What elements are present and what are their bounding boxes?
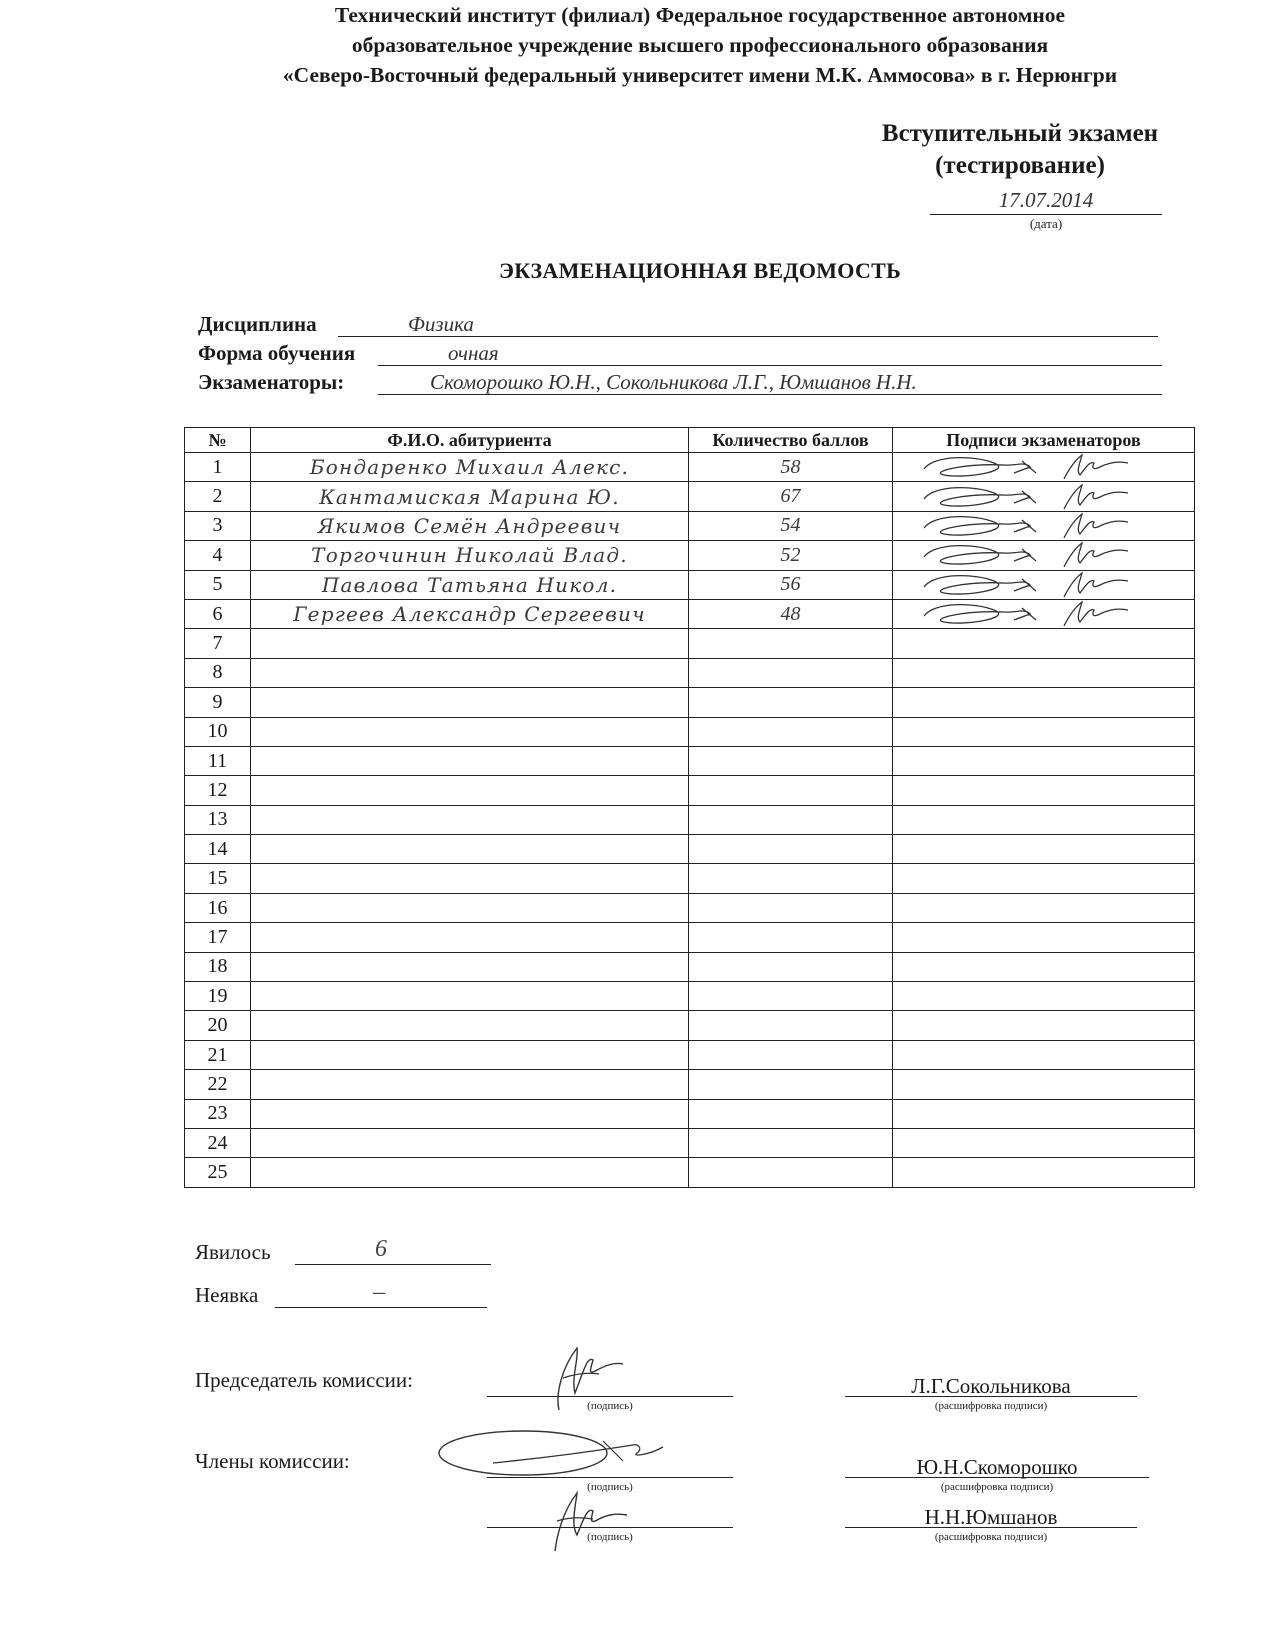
row-number: 9 <box>185 688 251 717</box>
examiner-signatures-cell <box>893 511 1195 540</box>
table-row <box>185 923 1195 952</box>
present-line <box>295 1264 491 1265</box>
table-row <box>185 482 1195 511</box>
table-body <box>185 453 1195 1188</box>
applicant-score <box>689 1070 893 1099</box>
row-number: 12 <box>185 776 251 805</box>
examiner-signatures-cell <box>893 1011 1195 1040</box>
examiner-signatures-cell <box>893 952 1195 981</box>
applicant-score: 56 <box>689 570 893 599</box>
row-number: 23 <box>185 1099 251 1128</box>
applicant-score <box>689 835 893 864</box>
chair-decode-caption: (расшифровка подписи) <box>934 1400 1048 1412</box>
examiner-signature-image <box>904 600 1184 628</box>
table-row <box>185 570 1195 599</box>
applicant-name: Кантамиская Марина Ю. <box>251 482 689 511</box>
examiner-signatures-cell <box>893 629 1195 658</box>
row-number: 16 <box>185 893 251 922</box>
header-line-1: Технический институт (филиал) Федеральное государственное автономное <box>334 3 1066 27</box>
chair-name: Л.Г.Сокольникова <box>911 1374 1071 1398</box>
row-number: 17 <box>185 923 251 952</box>
member1-signature-image <box>433 1423 673 1483</box>
header-line-3: «Северо-Восточный федеральный университет имени М.К. Аммосова» в г. Нерюнгри <box>282 63 1118 87</box>
applicant-name <box>251 982 689 1011</box>
applicant-score <box>689 1040 893 1069</box>
col-header-signatures: Подписи экзаменаторов <box>893 428 1195 453</box>
applicant-score <box>689 1128 893 1157</box>
applicant-name <box>251 746 689 775</box>
examiner-signatures-cell <box>893 982 1195 1011</box>
applicant-score <box>689 923 893 952</box>
chair-signature-image <box>525 1338 635 1414</box>
applicant-name <box>251 717 689 746</box>
applicant-score <box>689 1099 893 1128</box>
row-number: 5 <box>185 570 251 599</box>
row-number: 7 <box>185 629 251 658</box>
date-caption: (дата) <box>1029 216 1063 231</box>
present-label: Явилось <box>195 1240 271 1264</box>
applicant-score <box>689 952 893 981</box>
row-number: 18 <box>185 952 251 981</box>
applicant-score <box>689 717 893 746</box>
row-number: 21 <box>185 1040 251 1069</box>
applicant-name: Гергеев Александр Сергеевич <box>251 599 689 628</box>
exam-results-table <box>184 427 1195 1188</box>
table-row <box>185 746 1195 775</box>
exam-type-block <box>850 118 1190 231</box>
applicant-name <box>251 1011 689 1040</box>
applicant-name: Торгочинин Николай Влад. <box>251 541 689 570</box>
row-number: 25 <box>185 1158 251 1187</box>
table-row <box>185 599 1195 628</box>
discipline-value: Физика <box>408 312 474 336</box>
examiner-signatures-cell <box>893 776 1195 805</box>
table-header-row <box>185 428 1195 453</box>
table-row <box>185 688 1195 717</box>
table-row <box>185 629 1195 658</box>
table-row <box>185 1011 1195 1040</box>
applicant-name <box>251 1128 689 1157</box>
examiner-signatures-cell <box>893 893 1195 922</box>
member1-decode-caption: (расшифровка подписи) <box>940 1481 1054 1493</box>
study-form-field <box>198 341 1158 369</box>
examiner-signatures-cell <box>893 482 1195 511</box>
table-row <box>185 835 1195 864</box>
applicant-score: 54 <box>689 511 893 540</box>
table-row <box>185 1040 1195 1069</box>
examiner-signature-image <box>904 483 1184 511</box>
row-number: 24 <box>185 1128 251 1157</box>
applicant-name <box>251 1040 689 1069</box>
member2-sign-caption: (подпись) <box>587 1531 633 1543</box>
applicant-name: Якимов Семён Андреевич <box>251 511 689 540</box>
study-form-label: Форма обучения <box>198 341 356 365</box>
examiner-signatures-cell <box>893 688 1195 717</box>
absent-tally <box>195 1279 495 1313</box>
institution-header <box>200 0 1200 90</box>
row-number: 1 <box>185 453 251 482</box>
exam-title: Вступительный экзамен <box>881 120 1159 147</box>
applicant-name <box>251 1099 689 1128</box>
table-row <box>185 1128 1195 1157</box>
applicant-score: 67 <box>689 482 893 511</box>
row-number: 11 <box>185 746 251 775</box>
member2-decode-caption: (расшифровка подписи) <box>934 1531 1048 1543</box>
examiners-field <box>198 370 1158 398</box>
absent-value: – <box>373 1279 385 1305</box>
applicant-name <box>251 864 689 893</box>
discipline-field <box>198 312 1158 340</box>
date-line <box>930 188 1162 215</box>
absent-line <box>275 1307 487 1308</box>
applicant-score <box>689 776 893 805</box>
table-row <box>185 776 1195 805</box>
applicant-score <box>689 1011 893 1040</box>
table-row <box>185 1158 1195 1187</box>
applicant-name <box>251 952 689 981</box>
member2-signature-image <box>533 1485 633 1555</box>
table-row <box>185 658 1195 687</box>
row-number: 22 <box>185 1070 251 1099</box>
row-number: 8 <box>185 658 251 687</box>
study-form-value: очная <box>448 341 499 365</box>
examiner-signature-image <box>904 453 1184 481</box>
examiner-signatures-cell <box>893 1070 1195 1099</box>
table-row <box>185 982 1195 1011</box>
examiner-signatures-cell <box>893 717 1195 746</box>
applicant-score <box>689 805 893 834</box>
row-number: 2 <box>185 482 251 511</box>
row-number: 4 <box>185 541 251 570</box>
examiner-signature-image <box>904 512 1184 540</box>
applicant-name: Бондаренко Михаил Алекс. <box>251 453 689 482</box>
applicant-score <box>689 658 893 687</box>
applicant-score: 48 <box>689 599 893 628</box>
member1-name: Ю.Н.Скоморошко <box>916 1455 1078 1479</box>
table-row <box>185 717 1195 746</box>
chair-signature-row <box>195 1368 1195 1428</box>
examiner-signatures-cell <box>893 835 1195 864</box>
applicant-name <box>251 658 689 687</box>
examiner-signature-image <box>904 541 1184 569</box>
table-row <box>185 893 1195 922</box>
col-header-score: Количество баллов <box>689 428 893 453</box>
row-number: 10 <box>185 717 251 746</box>
applicant-score <box>689 688 893 717</box>
examiner-signatures-cell <box>893 805 1195 834</box>
examiner-signatures-cell <box>893 1040 1195 1069</box>
present-value: 6 <box>375 1236 387 1262</box>
examiner-signatures-cell <box>893 453 1195 482</box>
table-row <box>185 1099 1195 1128</box>
row-number: 3 <box>185 511 251 540</box>
document-title: ЭКЗАМЕНАЦИОННАЯ ВЕДОМОСТЬ <box>499 258 901 283</box>
applicant-name <box>251 1158 689 1187</box>
applicant-score <box>689 893 893 922</box>
row-number: 19 <box>185 982 251 1011</box>
applicant-name <box>251 893 689 922</box>
row-number: 15 <box>185 864 251 893</box>
members-label: Члены комиссии: <box>195 1449 350 1473</box>
exam-date: 17.07.2014 <box>998 188 1094 212</box>
applicant-name: Павлова Татьяна Никол. <box>251 570 689 599</box>
applicant-name <box>251 835 689 864</box>
table-row <box>185 864 1195 893</box>
examiners-value: Скоморошко Ю.Н., Сокольникова Л.Г., Юмшанов Н.Н. <box>430 370 917 394</box>
examiner-signature-image <box>904 571 1184 599</box>
chair-label: Председатель комиссии: <box>195 1368 413 1392</box>
applicant-score <box>689 629 893 658</box>
examiner-signatures-cell <box>893 1128 1195 1157</box>
examiner-signatures-cell <box>893 746 1195 775</box>
header-line-2: образовательное учреждение высшего профессионального образования <box>351 33 1049 57</box>
applicant-name <box>251 805 689 834</box>
applicant-score <box>689 864 893 893</box>
table-row <box>185 511 1195 540</box>
examiner-signatures-cell <box>893 1099 1195 1128</box>
table-row <box>185 541 1195 570</box>
examiner-signatures-cell <box>893 599 1195 628</box>
applicant-score <box>689 1158 893 1187</box>
member2-signature-row <box>195 1499 1195 1559</box>
applicant-name <box>251 1070 689 1099</box>
examiner-signatures-cell <box>893 864 1195 893</box>
applicant-score: 52 <box>689 541 893 570</box>
examiner-signatures-cell <box>893 658 1195 687</box>
applicant-name <box>251 629 689 658</box>
table-row <box>185 1070 1195 1099</box>
row-number: 13 <box>185 805 251 834</box>
row-number: 20 <box>185 1011 251 1040</box>
applicant-name <box>251 923 689 952</box>
applicant-score <box>689 746 893 775</box>
applicant-name <box>251 776 689 805</box>
member2-name: Н.Н.Юмшанов <box>924 1505 1058 1529</box>
examiners-label: Экзаменаторы: <box>198 370 345 394</box>
absent-label: Неявка <box>195 1283 259 1307</box>
examiner-signatures-cell <box>893 923 1195 952</box>
table-row <box>185 805 1195 834</box>
examiner-signatures-cell <box>893 541 1195 570</box>
exam-subtitle: (тестирование) <box>935 152 1105 179</box>
examiner-signatures-cell <box>893 570 1195 599</box>
applicant-score <box>689 982 893 1011</box>
table-row <box>185 453 1195 482</box>
col-header-number: № <box>185 428 251 453</box>
table-row <box>185 952 1195 981</box>
row-number: 14 <box>185 835 251 864</box>
col-header-name: Ф.И.О. абитуриента <box>251 428 689 453</box>
discipline-label: Дисциплина <box>198 312 317 336</box>
applicant-name <box>251 688 689 717</box>
present-tally <box>195 1236 495 1270</box>
row-number: 6 <box>185 599 251 628</box>
examiner-signatures-cell <box>893 1158 1195 1187</box>
applicant-score: 58 <box>689 453 893 482</box>
chair-sign-caption: (подпись) <box>587 1400 633 1412</box>
member1-sign-caption: (подпись) <box>587 1481 633 1493</box>
